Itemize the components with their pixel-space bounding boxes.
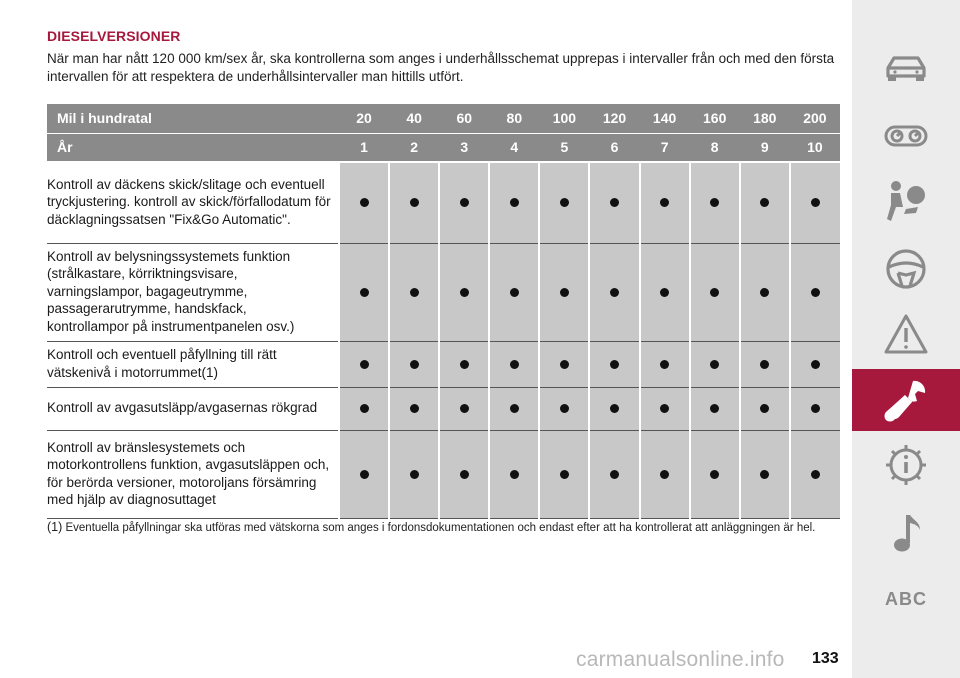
footnote-marker: (1) bbox=[47, 520, 63, 534]
header-row-km bbox=[47, 104, 840, 133]
check-cell bbox=[589, 431, 639, 519]
check-dot-icon bbox=[510, 360, 519, 369]
check-dot-icon bbox=[710, 198, 719, 207]
check-dot-icon bbox=[760, 360, 769, 369]
nav-item-maintenance[interactable] bbox=[852, 369, 960, 431]
footnote bbox=[47, 520, 840, 536]
nav-item-safety[interactable] bbox=[852, 170, 960, 232]
check-dot-icon bbox=[560, 470, 569, 479]
check-dot-icon bbox=[760, 470, 769, 479]
check-cell bbox=[740, 388, 790, 431]
check-dot-icon bbox=[360, 360, 369, 369]
km-value: 180 bbox=[740, 104, 790, 133]
dashboard-gauges-icon bbox=[882, 112, 930, 160]
check-cell bbox=[489, 243, 539, 342]
check-cell bbox=[589, 388, 639, 431]
row-label: Kontroll av avgasutsläpp/avgasernas rökgrad bbox=[47, 388, 339, 431]
check-cell bbox=[690, 388, 740, 431]
row-label: Kontroll av bränslesystemets och motorkontrollens funktion, avgasutsläppen och, för berörda versioner, motoroljans försämring med hjälp av diagnosuttaget bbox=[47, 431, 339, 519]
check-cell bbox=[339, 342, 389, 388]
check-cell bbox=[740, 431, 790, 519]
row-label: Kontroll av däckens skick/slitage och eventuell tryckjustering. kontroll av skick/förfallodatum för däcklagningssatsen "Fix&Go Automatic". bbox=[47, 162, 339, 243]
check-dot-icon bbox=[410, 360, 419, 369]
check-cell bbox=[539, 162, 589, 243]
check-cell bbox=[690, 243, 740, 342]
check-dot-icon bbox=[510, 404, 519, 413]
check-cell bbox=[539, 342, 589, 388]
check-cell bbox=[640, 342, 690, 388]
nav-item-technical-data[interactable] bbox=[852, 434, 960, 496]
check-dot-icon bbox=[760, 288, 769, 297]
check-dot-icon bbox=[811, 404, 820, 413]
nav-item-steering[interactable] bbox=[852, 238, 960, 300]
check-dot-icon bbox=[660, 288, 669, 297]
check-cell bbox=[589, 342, 639, 388]
check-dot-icon bbox=[660, 198, 669, 207]
airbag-safety-icon bbox=[882, 177, 930, 225]
check-cell bbox=[339, 431, 389, 519]
year-value: 5 bbox=[539, 133, 589, 162]
wrench-icon bbox=[882, 376, 930, 424]
check-dot-icon bbox=[410, 288, 419, 297]
km-value: 80 bbox=[489, 104, 539, 133]
table-row bbox=[47, 388, 840, 431]
schedule-body bbox=[47, 162, 840, 519]
year-value: 8 bbox=[690, 133, 740, 162]
check-cell bbox=[389, 243, 439, 342]
check-cell bbox=[740, 342, 790, 388]
check-cell bbox=[690, 162, 740, 243]
nav-item-index[interactable] bbox=[852, 568, 960, 630]
intro-paragraph: När man har nått 120 000 km/sex år, ska kontrollerna som anges i underhållsschemat upprepas i intervaller från och med den första intervallen för att respektera de underhållsintervaller man hittills utfört. bbox=[47, 51, 835, 84]
check-dot-icon bbox=[460, 360, 469, 369]
chapter-sidebar bbox=[852, 0, 960, 678]
check-cell bbox=[489, 388, 539, 431]
check-dot-icon bbox=[660, 360, 669, 369]
km-value: 200 bbox=[790, 104, 840, 133]
check-cell bbox=[790, 243, 840, 342]
page-number: 133 bbox=[812, 650, 839, 667]
check-cell bbox=[740, 162, 790, 243]
abc-index-label: ABC bbox=[885, 588, 927, 609]
year-value: 2 bbox=[389, 133, 439, 162]
check-cell bbox=[439, 342, 489, 388]
check-cell bbox=[439, 243, 489, 342]
page-content bbox=[47, 28, 840, 86]
check-dot-icon bbox=[410, 198, 419, 207]
check-dot-icon bbox=[760, 198, 769, 207]
check-dot-icon bbox=[610, 360, 619, 369]
check-cell bbox=[439, 431, 489, 519]
row-label: Kontroll och eventuell påfyllning till rätt vätskenivå i motorrummet(1) bbox=[47, 342, 339, 388]
footnote-text: Eventuella påfyllningar ska utföras med vätskorna som anges i fordonsdokumentationen och endast efter att ha kontrollerat att anläggningen är hel. bbox=[65, 522, 816, 534]
nav-item-warnings[interactable] bbox=[852, 304, 960, 366]
check-dot-icon bbox=[360, 470, 369, 479]
check-cell bbox=[539, 243, 589, 342]
check-dot-icon bbox=[811, 198, 820, 207]
check-dot-icon bbox=[710, 470, 719, 479]
check-cell bbox=[589, 162, 639, 243]
year-value: 4 bbox=[489, 133, 539, 162]
check-dot-icon bbox=[610, 288, 619, 297]
check-dot-icon bbox=[560, 288, 569, 297]
check-cell bbox=[489, 431, 539, 519]
steering-wheel-icon bbox=[882, 245, 930, 293]
check-dot-icon bbox=[811, 360, 820, 369]
check-dot-icon bbox=[811, 288, 820, 297]
year-value: 6 bbox=[589, 133, 639, 162]
km-value: 40 bbox=[389, 104, 439, 133]
check-dot-icon bbox=[610, 198, 619, 207]
check-cell bbox=[790, 388, 840, 431]
table-row bbox=[47, 342, 840, 388]
watermark: carmanualsonline.info bbox=[576, 648, 785, 671]
row-label: Kontroll av belysningssystemets funktion (strålkastare, körriktningsvisare, varningslampor, bagageutrymme, passagerarutrymme, handskfack, kontrollampor på instrumentpanelen osv.) bbox=[47, 243, 339, 342]
check-cell bbox=[489, 162, 539, 243]
check-dot-icon bbox=[460, 198, 469, 207]
maintenance-schedule-table bbox=[47, 104, 840, 519]
table-row bbox=[47, 162, 840, 243]
km-value: 100 bbox=[539, 104, 589, 133]
check-dot-icon bbox=[660, 470, 669, 479]
check-cell bbox=[640, 388, 690, 431]
nav-item-dashboard[interactable] bbox=[852, 105, 960, 167]
check-cell bbox=[339, 243, 389, 342]
check-dot-icon bbox=[360, 404, 369, 413]
check-cell bbox=[790, 342, 840, 388]
nav-item-car[interactable] bbox=[852, 37, 960, 99]
check-cell bbox=[790, 431, 840, 519]
year-value: 10 bbox=[790, 133, 840, 162]
km-value: 120 bbox=[589, 104, 639, 133]
check-cell bbox=[690, 342, 740, 388]
check-cell bbox=[389, 342, 439, 388]
check-cell bbox=[389, 162, 439, 243]
check-dot-icon bbox=[410, 470, 419, 479]
check-dot-icon bbox=[710, 360, 719, 369]
check-cell bbox=[389, 431, 439, 519]
check-cell bbox=[589, 243, 639, 342]
check-cell bbox=[539, 431, 589, 519]
check-cell bbox=[790, 162, 840, 243]
nav-item-multimedia[interactable] bbox=[852, 502, 960, 564]
check-dot-icon bbox=[560, 404, 569, 413]
check-dot-icon bbox=[710, 404, 719, 413]
check-cell bbox=[339, 162, 389, 243]
km-value: 60 bbox=[439, 104, 489, 133]
check-dot-icon bbox=[510, 198, 519, 207]
check-dot-icon bbox=[510, 470, 519, 479]
check-dot-icon bbox=[410, 404, 419, 413]
section-title: DIESELVERSIONER bbox=[47, 28, 181, 44]
check-dot-icon bbox=[610, 404, 619, 413]
check-cell bbox=[640, 431, 690, 519]
check-dot-icon bbox=[510, 288, 519, 297]
check-cell bbox=[640, 243, 690, 342]
check-cell bbox=[640, 162, 690, 243]
check-dot-icon bbox=[710, 288, 719, 297]
header-row-year bbox=[47, 133, 840, 162]
check-cell bbox=[339, 388, 389, 431]
table-row bbox=[47, 431, 840, 519]
check-dot-icon bbox=[360, 288, 369, 297]
check-cell bbox=[439, 388, 489, 431]
warning-triangle-icon bbox=[882, 311, 930, 359]
info-gear-icon bbox=[882, 441, 930, 489]
check-dot-icon bbox=[811, 470, 820, 479]
check-cell bbox=[539, 388, 589, 431]
year-value: 1 bbox=[339, 133, 389, 162]
year-value: 9 bbox=[740, 133, 790, 162]
check-dot-icon bbox=[460, 288, 469, 297]
header-year-label: År bbox=[47, 133, 339, 162]
check-cell bbox=[690, 431, 740, 519]
check-dot-icon bbox=[460, 470, 469, 479]
year-value: 3 bbox=[439, 133, 489, 162]
check-dot-icon bbox=[460, 404, 469, 413]
km-value: 160 bbox=[690, 104, 740, 133]
table-row bbox=[47, 243, 840, 342]
check-cell bbox=[740, 243, 790, 342]
music-note-icon bbox=[882, 509, 930, 557]
check-cell bbox=[439, 162, 489, 243]
header-km-label: Mil i hundratal bbox=[47, 104, 339, 133]
check-dot-icon bbox=[660, 404, 669, 413]
check-dot-icon bbox=[760, 404, 769, 413]
car-icon bbox=[882, 44, 930, 92]
check-dot-icon bbox=[360, 198, 369, 207]
check-dot-icon bbox=[560, 198, 569, 207]
check-cell bbox=[389, 388, 439, 431]
check-dot-icon bbox=[610, 470, 619, 479]
check-dot-icon bbox=[560, 360, 569, 369]
km-value: 20 bbox=[339, 104, 389, 133]
km-value: 140 bbox=[640, 104, 690, 133]
check-cell bbox=[489, 342, 539, 388]
year-value: 7 bbox=[640, 133, 690, 162]
